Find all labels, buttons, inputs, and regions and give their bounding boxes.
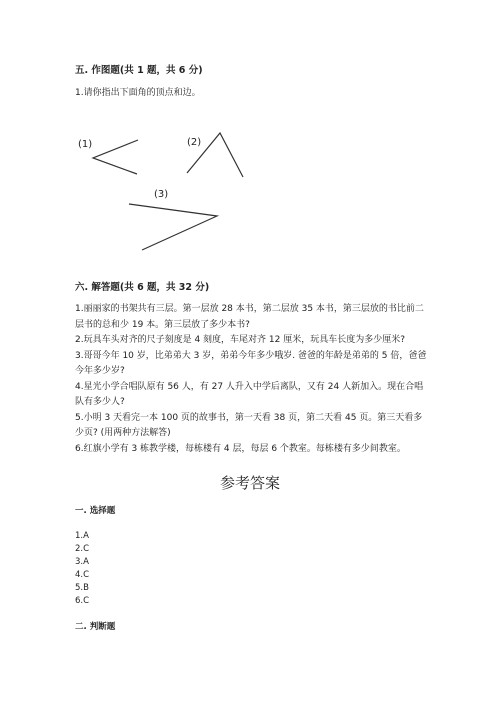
- figure-label-3: (3): [154, 189, 169, 200]
- section6-title: 六. 解答题(共 6 题，共 32 分): [75, 282, 210, 293]
- answer-item: 5.B: [75, 583, 89, 593]
- section6-question-list: [75, 302, 427, 457]
- answers-section1-list: [75, 530, 89, 608]
- angle-3: [129, 204, 217, 250]
- section5-title: 五. 作图题(共 1 题，共 6 分): [75, 65, 203, 76]
- section5-question: 1.请你指出下面角的顶点和边。: [75, 88, 201, 98]
- figure-label-2: (2): [187, 137, 202, 148]
- question-3: 3.哥哥今年 10 岁，比弟弟大 3 岁，弟弟今年多少哦岁. 爸爸的年龄是弟弟的 5 倍，爸爸今年多少岁?: [75, 350, 427, 376]
- answer-item: 6.C: [75, 596, 90, 606]
- question-1: 1.丽丽家的书架共有三层。第一层放 28 本书，第二层放 35 本书，第三层放的书比前二层书的总和少 19 本。第三层放了多少本书?: [75, 304, 424, 330]
- answer-item: 1.A: [75, 531, 89, 541]
- figure-label-1: (1): [78, 139, 93, 150]
- angle-1: [93, 140, 138, 174]
- answer-item: 2.C: [75, 544, 90, 554]
- question-4: 4.星光小学合唱队原有 56 人，有 27 人升入中学后离队，又有 24 人新加入。现在合唱队有多少人?: [75, 381, 424, 407]
- question-5: 5.小明 3 天看完一本 100 页的故事书，第一天看 38 页，第二天看 45 页。第三天看多少页? (用两种方法解答): [75, 412, 423, 438]
- question-2: 2.玩具车头对齐的尺子刻度是 4 刻度，车尾对齐 12 厘米，玩具车长度为多少厘米?: [75, 335, 405, 345]
- answers-section1-title: 一. 选择题: [75, 506, 116, 516]
- answer-item: 3.A: [75, 557, 89, 567]
- answer-item: 4.C: [75, 570, 90, 580]
- answer-key-title: 参考答案: [219, 474, 280, 492]
- question-6: 6.红旗小学有 3 栋教学楼，每栋楼有 4 层，每层 6 个教室。每栋楼有多少间教室。: [75, 443, 406, 454]
- answers-section2-title: 二. 判断题: [75, 622, 116, 632]
